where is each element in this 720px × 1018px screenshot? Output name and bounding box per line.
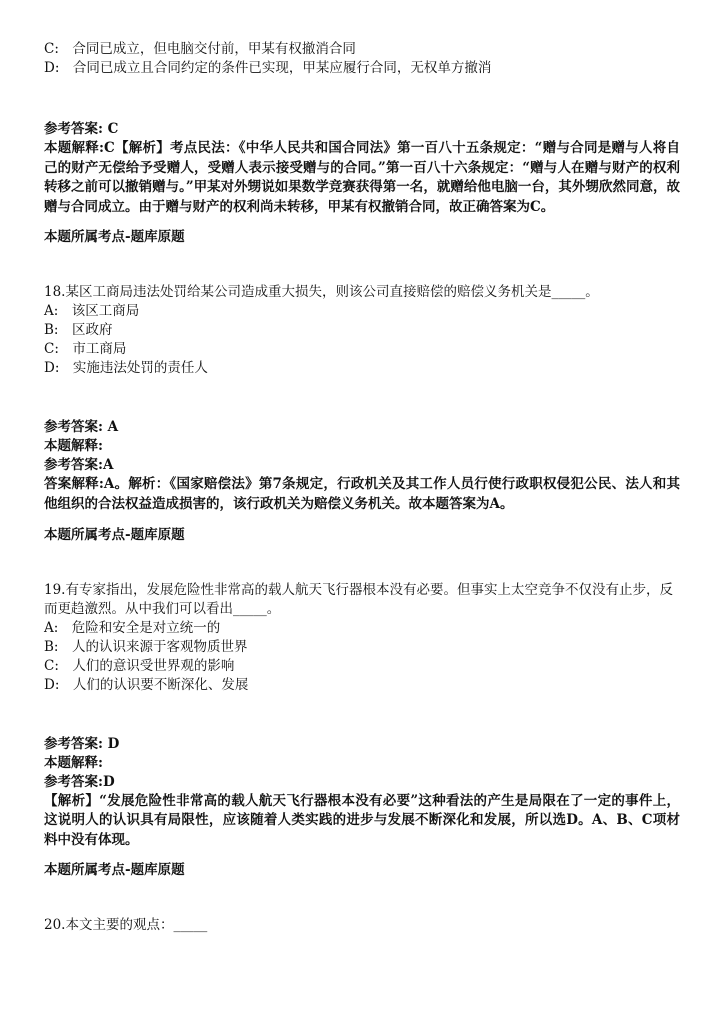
q18-option-c: C: 市工商局 (44, 341, 127, 358)
document-page (44, 40, 680, 935)
q18-option-b: B: 区政府 (44, 322, 113, 339)
q19-option-b: B: 人的认识来源于客观物质世界 (44, 638, 248, 655)
question-19-stem: 19.有专家指出，发展危险性非常高的载人航天飞行器根本没有必要。但事实上太空竞争不仅没有止步，反而更趋激烈。从中我们可以看出_____。 (44, 581, 673, 617)
question-20-stem: 20.本文主要的观点：_____ (44, 917, 208, 934)
q19-option-c: C: 人们的意识受世界观的影响 (44, 657, 235, 674)
q19-option-d: D: 人们的认识要不断深化、发展 (44, 676, 249, 693)
reference-answer: 参考答案: C (44, 121, 119, 137)
question-18-stem: 18.某区工商局违法处罚给某公司造成重大损失，则该公司直接赔偿的赔偿义务机关是_____。 (44, 284, 599, 301)
q19-explanation: 【解析】“发展危险性非常高的载人航天飞行器根本没有必要”这种看法的产生是局限在了一定的事件上，这说明人的认识具有局限性，应该随着人类实践的进步与发展不断深化和发展，所以选D。A、B、C项材料中没有体现。 (44, 792, 680, 848)
q18-source: 本题所属考点-题库原题 (44, 526, 185, 543)
answer-explanation: 本题解释:C【解析】考点民法：《中华人民共和国合同法》第一百八十五条规定：“赠与合同是赠与人将自己的财产无偿给予受赠人，受赠人表示接受赠与的合同。”第一百八十六条规定：“赠与人在赠与财产的权利转移之前可以撤销赠与。”甲某对外甥说如果数学竞赛获得第一名，就赠给他电脑一台，其外甥欣然同意，故赠与合同成立。由于赠与财产的权利尚未转移，甲某有权撤销合同，故正确答案为C。 (44, 140, 680, 215)
q19-reference-answer: 参考答案: D (44, 735, 120, 752)
q19-ref-answer: 参考答案:D (44, 773, 115, 790)
option-c: C: 合同已成立，但电脑交付前，甲某有权撤消合同 (44, 41, 356, 57)
question-source: 本题所属考点-题库原题 (44, 229, 185, 246)
q18-explanation-label: 本题解释: (44, 438, 103, 455)
q18-option-a: A: 该区工商局 (44, 303, 140, 320)
q19-option-a: A: 危险和安全是对立统一的 (44, 619, 221, 636)
q19-explanation-label: 本题解释: (44, 754, 103, 771)
option-d: D: 合同已成立且合同约定的条件已实现，甲某应履行合同，无权单方撤消 (44, 60, 492, 76)
q19-source: 本题所属考点-题库原题 (44, 862, 185, 879)
q18-option-d: D: 实施违法处罚的责任人 (44, 360, 208, 377)
q18-explanation: 答案解释:A。解析：《国家赔偿法》第7条规定，行政机关及其工作人员行使行政职权侵犯公民、法人和其他组织的合法权益造成损害的，该行政机关为赔偿义务机关。故本题答案为A。 (44, 476, 680, 512)
q18-ref-answer: 参考答案:A (44, 457, 114, 474)
q18-reference-answer: 参考答案: A (44, 419, 119, 436)
